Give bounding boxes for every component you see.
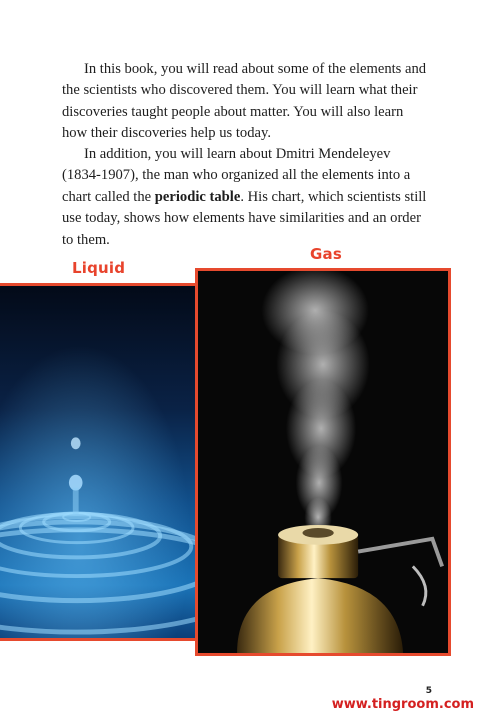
liquid-water-drop-photo bbox=[0, 283, 204, 641]
mendeleyev-paragraph bbox=[62, 144, 432, 251]
page-number: 5 bbox=[425, 686, 432, 696]
liquid-label: Liquid bbox=[72, 259, 126, 277]
paragraph-text-before: In addition, you will learn about Dmitri Mendeleyev (1834-1907), the man who organized all the elements into a chart called the bbox=[62, 146, 411, 205]
periodic-table-term: periodic table bbox=[154, 188, 241, 205]
intro-paragraph: In this book, you will read about some of the elements and the scientists who discovered them. You will learn what their discoveries taught people about matter. You will also learn how their discoveries help us today. bbox=[62, 61, 427, 142]
water-drop-image bbox=[0, 286, 201, 638]
gas-steam-kettle-photo bbox=[195, 268, 451, 656]
gas-label: Gas bbox=[310, 245, 342, 263]
paragraph-text-after: . His chart, which scientists still use today, shows how elements have similarities and an order to them. bbox=[62, 188, 427, 248]
steam-kettle-image bbox=[198, 271, 448, 653]
watermark-link[interactable]: www.tingroom.com bbox=[331, 697, 474, 712]
